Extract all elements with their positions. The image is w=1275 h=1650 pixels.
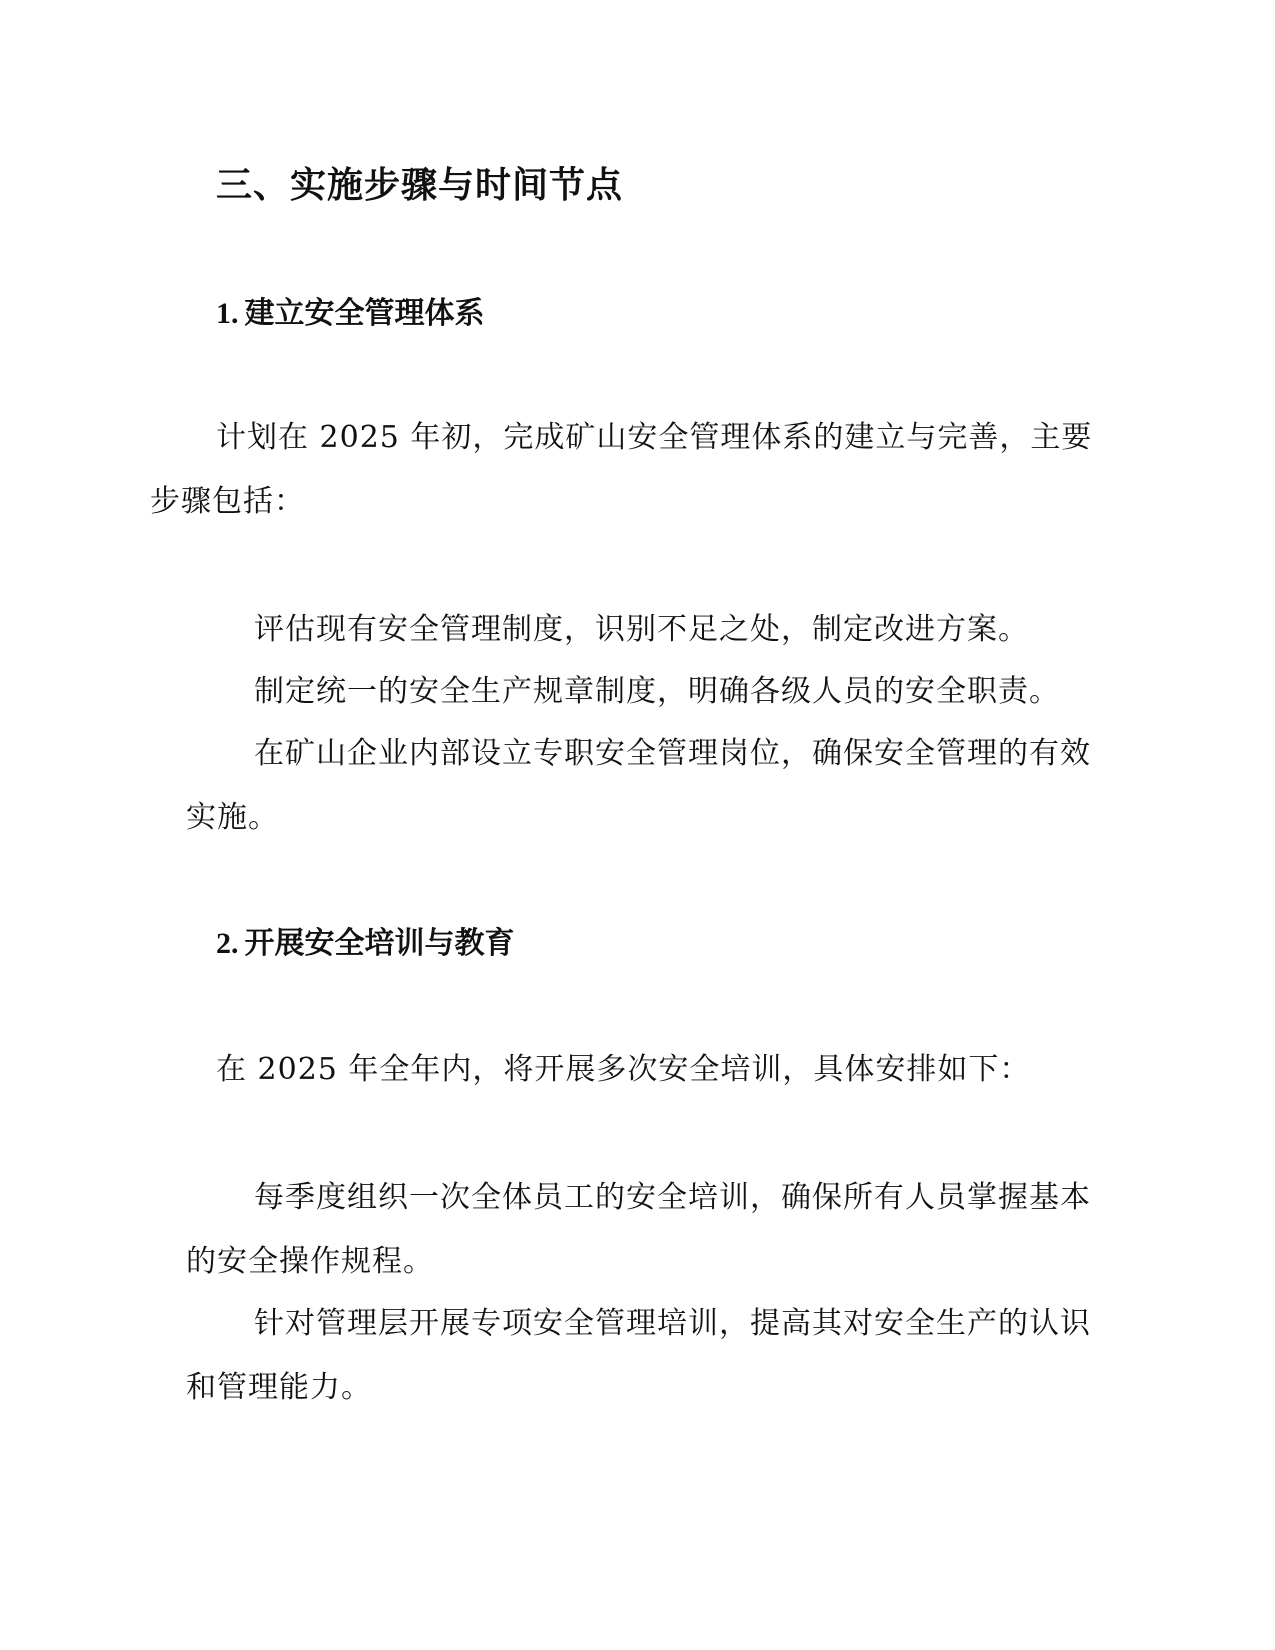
list-item: 每季度组织一次全体员工的安全培训，确保所有人员掌握基本的安全操作规程。 — [186, 1180, 1091, 1279]
list-item: 针对管理层开展专项安全管理培训，提高其对安全生产的认识和管理能力。 — [186, 1306, 1091, 1405]
subsection-title: 开展安全培训与教育 — [244, 926, 515, 961]
section-title: 三、实施步骤与时间节点 — [216, 165, 624, 206]
subsection-number: 1. — [216, 297, 239, 330]
list-item: 制定统一的安全生产规章制度，明确各级人员的安全职责。 — [254, 674, 1060, 709]
subsection-heading-2 — [216, 922, 515, 966]
subsection-intro-1: 计划在 2025 年初，完成矿山安全管理体系的建立与完善，主要步骤包括： — [150, 420, 1093, 519]
subsection-heading-1 — [216, 292, 485, 336]
list-item: 评估现有安全管理制度，识别不足之处，制定改进方案。 — [254, 612, 1029, 647]
subsection-intro-2: 在 2025 年全年内，将开展多次安全培训，具体安排如下： — [216, 1052, 1031, 1087]
list-item: 在矿山企业内部设立专职安全管理岗位，确保安全管理的有效实施。 — [186, 736, 1091, 835]
subsection-title: 建立安全管理体系 — [244, 296, 485, 331]
subsection-number: 2. — [216, 927, 239, 960]
